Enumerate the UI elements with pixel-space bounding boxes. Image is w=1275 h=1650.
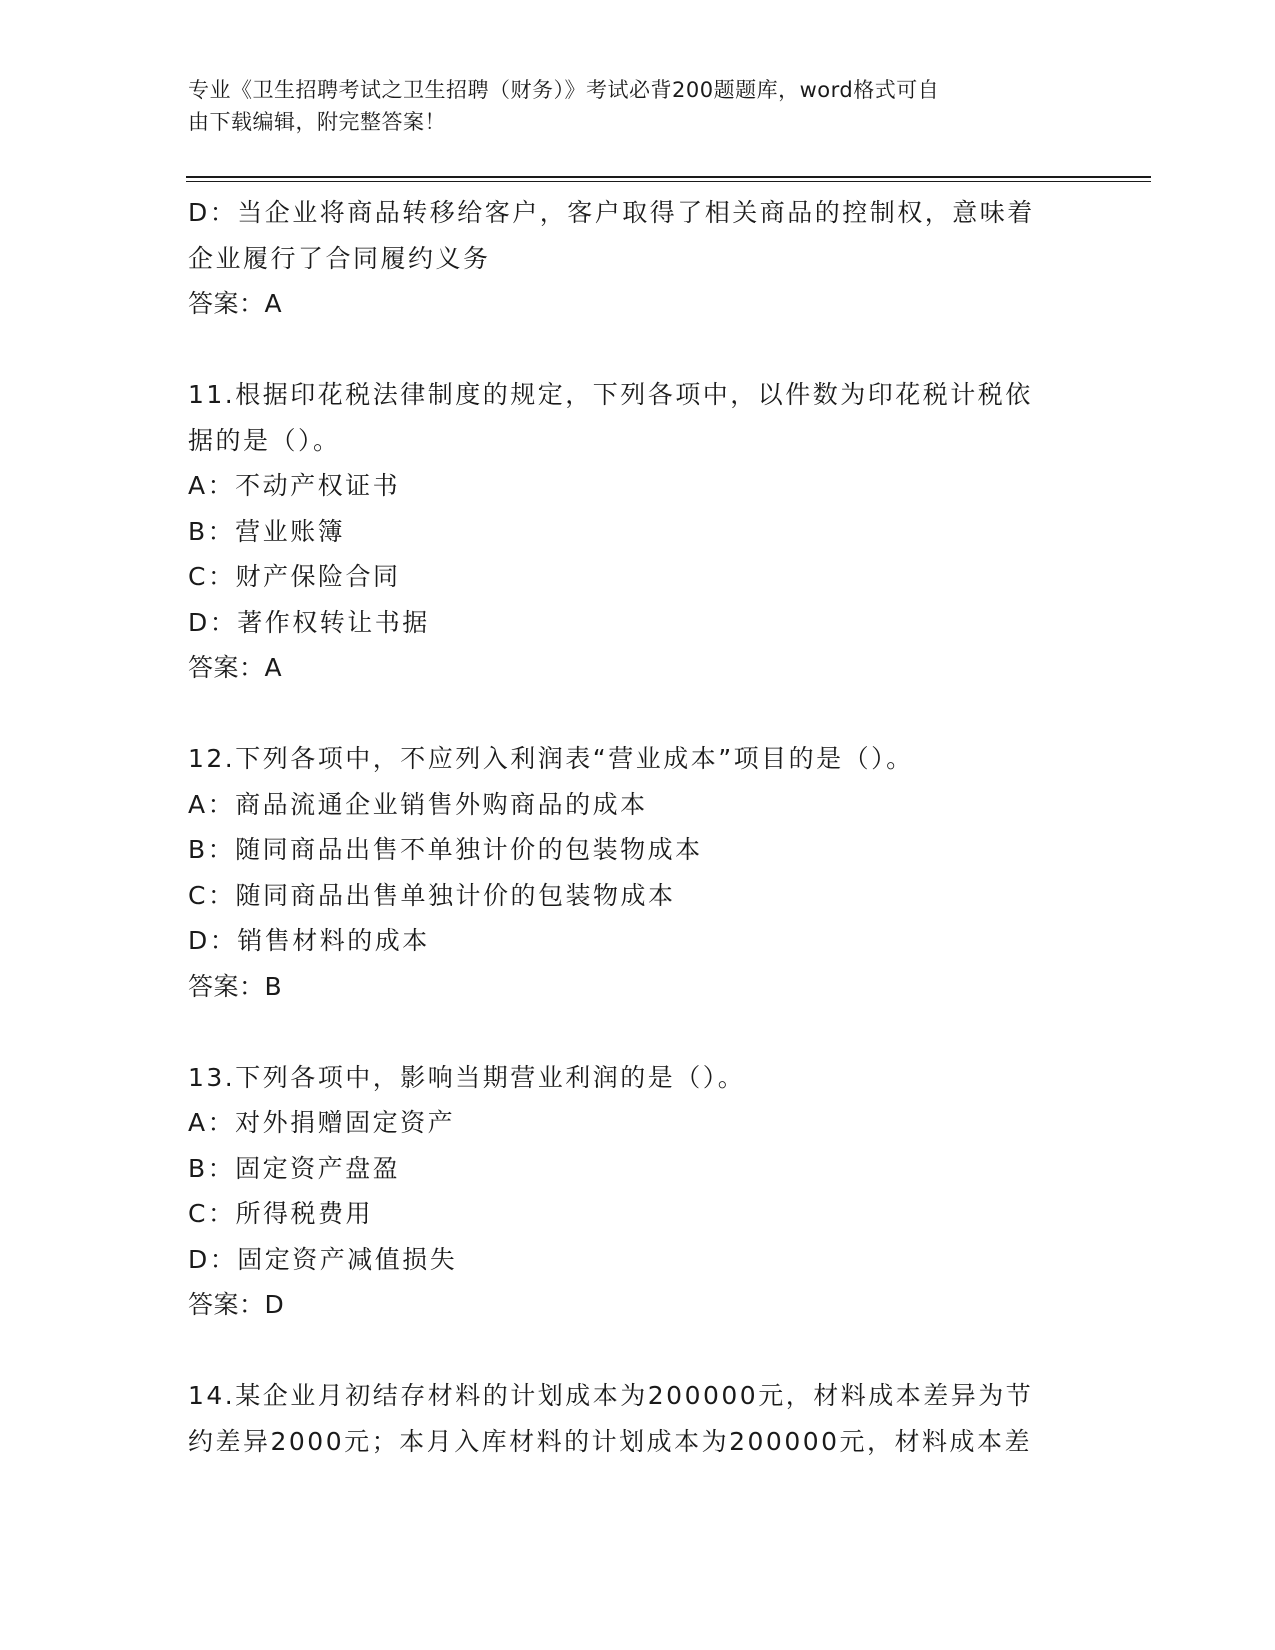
document-header bbox=[188, 74, 1068, 138]
question-stem: 12.下列各项中，不应列入利润表“营业成本”项目的是（）。 bbox=[188, 744, 914, 773]
spacer bbox=[188, 1009, 1088, 1055]
question-stem: 13.下列各项中，影响当期营业利润的是（）。 bbox=[188, 1062, 746, 1092]
question-stem-continued: 约差异2000元；本月入库材料的计划成本为200000元，材料成本差 bbox=[188, 1426, 1033, 1456]
option-b: B：随同商品出售不单独计价的包装物成本 bbox=[188, 835, 703, 864]
option-c: C：所得税费用 bbox=[188, 1199, 373, 1228]
option-b: B：营业账簿 bbox=[188, 516, 346, 546]
option-d: D：当企业将商品转移给客户，客户取得了相关商品的控制权，意味着 bbox=[188, 198, 1035, 227]
spacer bbox=[188, 691, 1088, 737]
answer: 答案：A bbox=[188, 289, 283, 318]
question-list bbox=[188, 190, 1088, 1464]
answer: 答案：D bbox=[188, 1290, 285, 1319]
question-12 bbox=[188, 736, 1088, 1009]
header-line-1: 专业《卫生招聘考试之卫生招聘（财务）》考试必背200题题库，word格式可自 bbox=[188, 78, 940, 102]
option-d: D：固定资产减值损失 bbox=[188, 1244, 458, 1274]
option-d: D：销售材料的成本 bbox=[188, 926, 430, 955]
header-divider-thin bbox=[186, 181, 1151, 182]
question-11 bbox=[188, 372, 1088, 691]
question-stem: 11.根据印花税法律制度的规定，下列各项中，以件数为印花税计税依 bbox=[188, 380, 1033, 409]
option-d-continued: 企业履行了合同履约义务 bbox=[188, 243, 491, 273]
option-c: C：随同商品出售单独计价的包装物成本 bbox=[188, 880, 676, 910]
question-14 bbox=[188, 1373, 1088, 1464]
option-c: C：财产保险合同 bbox=[188, 562, 401, 591]
answer: 答案：B bbox=[188, 971, 283, 1001]
header-line-2: 由下载编辑，附完整答案！ bbox=[188, 110, 446, 134]
question-10-tail bbox=[188, 190, 1088, 327]
option-d: D：著作权转让书据 bbox=[188, 607, 430, 637]
header-divider-thick bbox=[186, 176, 1151, 178]
spacer bbox=[188, 327, 1088, 373]
option-a: A：对外捐赠固定资产 bbox=[188, 1108, 456, 1137]
option-a: A：不动产权证书 bbox=[188, 471, 401, 500]
question-stem: 14.某企业月初结存材料的计划成本为200000元，材料成本差异为节 bbox=[188, 1381, 1034, 1410]
answer: 答案：A bbox=[188, 653, 283, 682]
question-stem-continued: 据的是（）。 bbox=[188, 425, 341, 455]
option-b: B：固定资产盘盈 bbox=[188, 1153, 401, 1183]
question-13 bbox=[188, 1055, 1088, 1328]
spacer bbox=[188, 1328, 1088, 1374]
option-a: A：商品流通企业销售外购商品的成本 bbox=[188, 789, 648, 819]
